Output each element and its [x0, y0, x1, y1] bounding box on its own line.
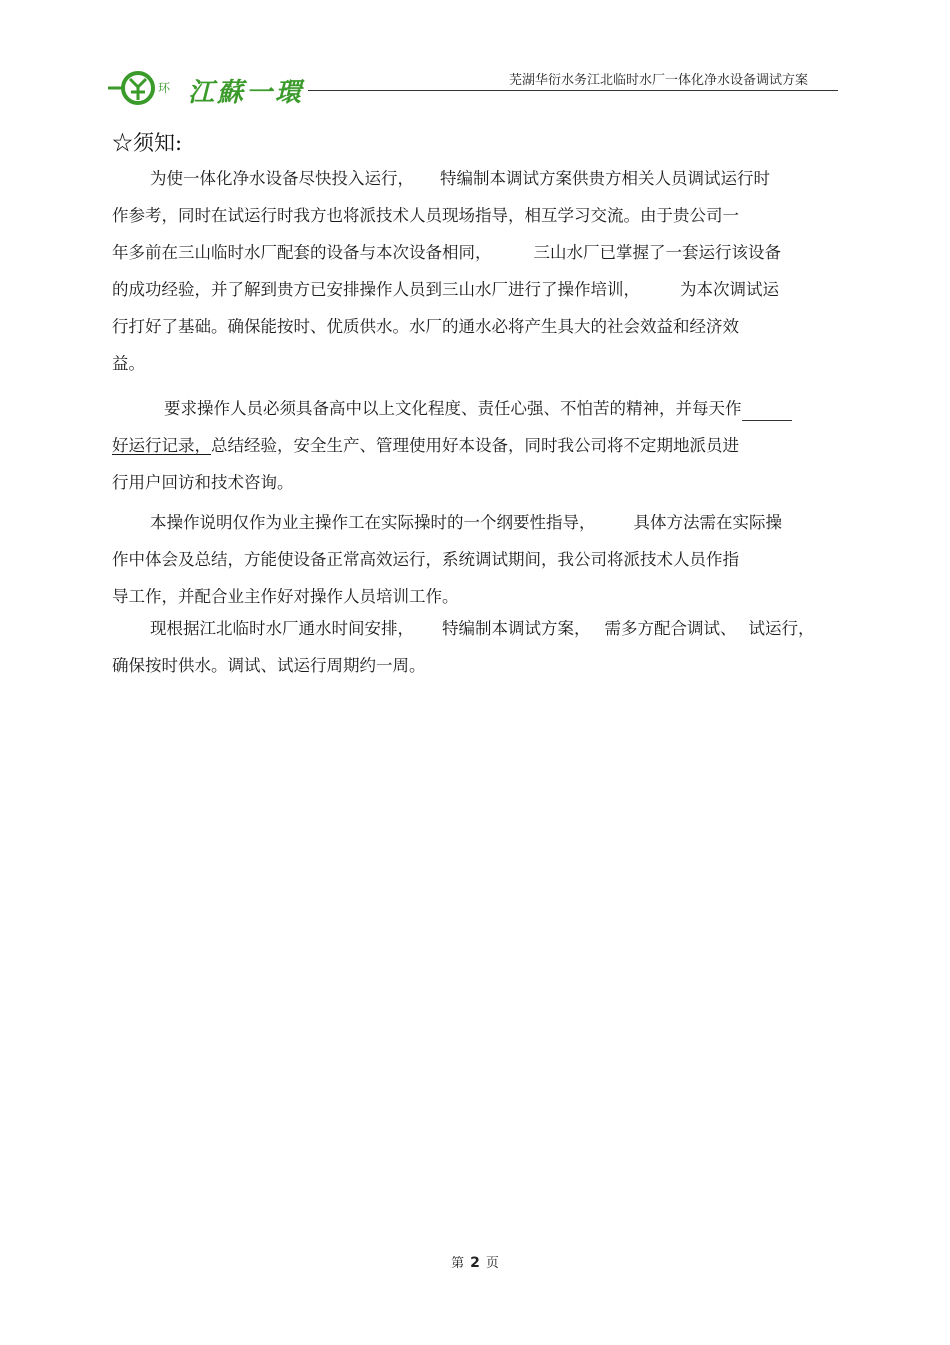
paragraph-4: 现根据江北临时水厂通水时间安排， 特编制本调试方案， 需多方配合调试、 试运行， 确保按时供水。调试、试运行周期约一周。 [112, 619, 815, 675]
page-header [108, 66, 838, 110]
header-title: 芜湖华衍水务江北临时水厂一体化净水设备调试方案 [508, 73, 808, 88]
notice-heading: ☆须知: [112, 131, 183, 155]
page-number: 2 [470, 1255, 480, 1271]
logo-mark-icon [108, 68, 178, 108]
logo-mark-text: 环 [158, 81, 171, 95]
page-footer: 第 2 页 [451, 1255, 499, 1271]
header-rule [308, 90, 838, 91]
company-logo [108, 68, 308, 108]
paragraph-3: 本操作说明仅作为业主操作工在实际操时的一个纲要性指导， 具体方法需在实际操 作中体会及总结，方能使设备正常高效运行，系统调试期间，我公司将派技术人员作指 导工作，并配合业主作好对操作人员培训工作。 [112, 513, 782, 606]
paragraph-2: 要求操作人员必须具备高中以上文化程度、责任心强、不怕苦的精神，并每天作 好运行记录，总结经验，安全生产、管理使用好本设备，同时我公司将不定期地派员进 行用户回访和技术咨询。 [112, 390, 837, 501]
paragraph-1: 为使一体化净水设备尽快投入运行， 特编制本调试方案供贵方相关人员调试运行时 作参考，同时在试运行时我方也将派技术人员现场指导，相互学习交流。由于贵公司一 年多前在三山临时水厂配套的设备与本次设备相同， 三山水厂已掌握了一套运行该设备 的成功经验，并了解到贵方已安排操作人员到三山水厂进行了操作培训， 为本次调试运 行打好了基础。确保能按时、优质供水。水厂的通水必将产生具大的社会效益和经济效 益。 [112, 169, 781, 373]
logo-text: 江蘇一環 [188, 78, 305, 108]
